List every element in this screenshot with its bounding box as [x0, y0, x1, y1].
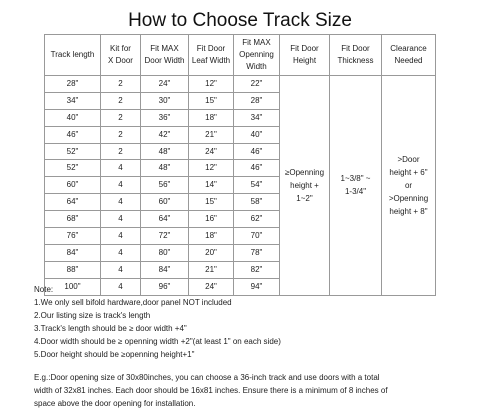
table-cell: 52" — [45, 160, 101, 177]
track-size-table — [44, 34, 436, 296]
table-cell: 70" — [234, 228, 280, 245]
table-cell: 4 — [101, 244, 141, 261]
clearance-cell: >Door height + 6" or >Openning height + 8" — [382, 76, 436, 296]
table-cell: 2 — [101, 126, 141, 143]
table-cell: 46" — [45, 126, 101, 143]
table-cell: 46" — [234, 160, 280, 177]
table-cell: 20" — [189, 244, 234, 261]
table-cell: 24" — [189, 143, 234, 160]
table-cell: 42" — [141, 126, 189, 143]
header-fit-door-height: Fit Door Height — [280, 35, 330, 76]
table-cell: 48" — [141, 160, 189, 177]
example-line: width of 32x81 inches. Each door should be 16x81 inches. Ensure there is a minimum of 8 inches of — [34, 386, 388, 395]
table-cell: 21" — [189, 126, 234, 143]
table-cell: 34" — [234, 109, 280, 126]
table-cell: 12" — [189, 160, 234, 177]
table-cell: 46" — [234, 143, 280, 160]
table-cell: 64" — [141, 211, 189, 228]
table-cell: 60" — [141, 194, 189, 211]
table-cell: 96" — [141, 278, 189, 295]
table-cell: 22" — [234, 76, 280, 93]
table-cell: 56" — [141, 177, 189, 194]
header-track-length: Track length — [45, 35, 101, 76]
table-cell: 24" — [141, 76, 189, 93]
table-cell: 4 — [101, 228, 141, 245]
table-cell: 68" — [45, 211, 101, 228]
table-cell: 4 — [101, 278, 141, 295]
header-fit-door-leaf-width: Fit Door Leaf Width — [189, 35, 234, 76]
table-cell: 84" — [141, 261, 189, 278]
table-cell: 28" — [45, 76, 101, 93]
table-cell: 76" — [45, 228, 101, 245]
table-cell: 64" — [45, 194, 101, 211]
table-cell: 58" — [234, 194, 280, 211]
table-cell: 21" — [189, 261, 234, 278]
header-fit-door-thickness: Fit Door Thickness — [330, 35, 382, 76]
notes-heading: Note: — [34, 285, 54, 294]
table-cell: 4 — [101, 211, 141, 228]
table-cell: 34" — [45, 92, 101, 109]
table-cell: 2 — [101, 76, 141, 93]
table-cell: 40" — [45, 109, 101, 126]
table-cell: 16" — [189, 211, 234, 228]
table-cell: 4 — [101, 177, 141, 194]
example-line: space above the door opening for installation. — [34, 399, 196, 408]
table-cell: 94" — [234, 278, 280, 295]
table-cell: 84" — [45, 244, 101, 261]
table-cell: 40" — [234, 126, 280, 143]
header-kit-for-x-door: Kit for X Door — [101, 35, 141, 76]
table-cell: 4 — [101, 261, 141, 278]
table-cell: 100" — [45, 278, 101, 295]
door-thickness-cell: 1~3/8" ~ 1-3/4" — [330, 76, 382, 296]
table-cell: 4 — [101, 160, 141, 177]
note-item: 2.Our listing size is track's length — [34, 311, 151, 320]
table-cell: 80" — [141, 244, 189, 261]
table-cell: 82" — [234, 261, 280, 278]
table-cell: 88" — [45, 261, 101, 278]
table-cell: 52" — [45, 143, 101, 160]
table-cell: 60" — [45, 177, 101, 194]
table-header-row — [45, 35, 436, 76]
header-fit-max-door-width: Fit MAX Door Width — [141, 35, 189, 76]
table-cell: 48" — [141, 143, 189, 160]
page-title: How to Choose Track Size — [128, 10, 352, 31]
table-cell: 62" — [234, 211, 280, 228]
table-cell: 54" — [234, 177, 280, 194]
table-cell: 4 — [101, 194, 141, 211]
table-cell: 15" — [189, 194, 234, 211]
table-row — [45, 76, 436, 93]
table-cell: 2 — [101, 92, 141, 109]
table-cell: 12" — [189, 76, 234, 93]
header-clearance-needed: Clearance Needed — [382, 35, 436, 76]
table-cell: 18" — [189, 109, 234, 126]
note-item: 4.Door width should be ≥ openning width +2"(at least 1" on each side) — [34, 337, 281, 346]
note-item: 3.Track's length should be ≥ door width +4" — [34, 324, 187, 333]
notes-section — [34, 283, 474, 410]
table-cell: 2 — [101, 143, 141, 160]
table-cell: 2 — [101, 109, 141, 126]
table-cell: 72" — [141, 228, 189, 245]
note-item: 1.We only sell bifold hardware,door panel NOT included — [34, 298, 232, 307]
table-cell: 28" — [234, 92, 280, 109]
table-cell: 24" — [189, 278, 234, 295]
table-cell: 18" — [189, 228, 234, 245]
note-item: 5.Door height should be ≥openning height+1" — [34, 350, 195, 359]
table-cell: 78" — [234, 244, 280, 261]
table-cell: 30" — [141, 92, 189, 109]
table-cell: 36" — [141, 109, 189, 126]
table-cell: 15" — [189, 92, 234, 109]
example-paragraph — [34, 371, 474, 410]
table-cell: 14" — [189, 177, 234, 194]
door-height-cell: ≥Openning height + 1~2" — [280, 76, 330, 296]
example-line: E.g.:Door opening size of 30x80inches, you can choose a 36-inch track and use doors with a total — [34, 373, 380, 382]
header-fit-max-openning-width: Fit MAX Openning Width — [234, 35, 280, 76]
